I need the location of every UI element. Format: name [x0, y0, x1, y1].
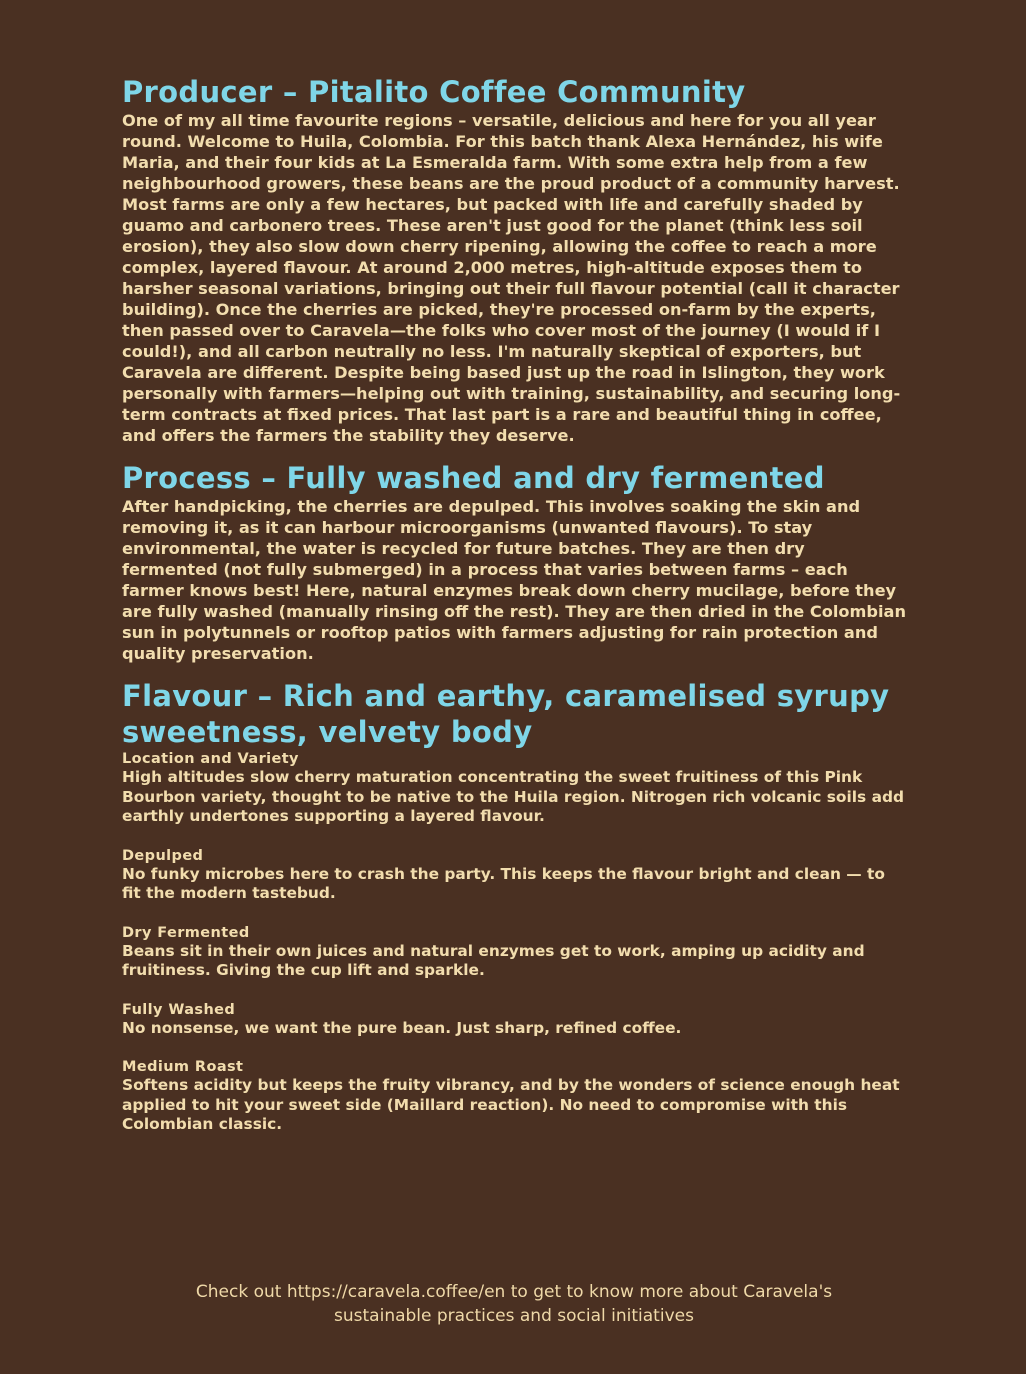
producer-heading: Producer – Pitalito Coffee Community — [122, 75, 746, 109]
flavour-heading: Flavour – Rich and earthy, caramelised syrupy sweetness, velvety body — [122, 679, 890, 749]
flavour-item-text: High altitudes slow cherry maturation concentrating the sweet fruitiness of this Pink Bourbon variety, thought to be native to the Huila region. Nitrogen rich volcanic soils add earthly undertones supporting a layered flavour. — [122, 768, 904, 825]
flavour-item-title: Fully Washed — [122, 1001, 236, 1018]
flavour-item-medium-roast — [122, 1058, 906, 1135]
flavour-item-title: Location and Variety — [122, 751, 299, 767]
producer-body: One of my all time favourite regions – versatile, delicious and here for you all year round. Welcome to Huila, Colombia. For this batch thank Alexa Hernández, his wife Maria, and their four kids at La Esmeralda farm. With some extra help from a few neighbourhood growers, these beans are the proud product of a community harvest. Most farms are only a few hectares, but packed with life and carefully shaded by guamo and carbonero trees. These aren't just good for the planet (think less soil erosion), they also slow down cherry ripening, allowing the coffee to reach a more complex, layered flavour. At around 2,000 metres, high-altitude exposes them to harsher seasonal variations, bringing out their full flavour potential (call it character building). Once the cherries are picked, they're processed on-farm by the experts, then passed over to Caravela—the folks who cover most of the journey (I would if I could!), and all carbon neutrally no less. I'm naturally skeptical of exporters, but Caravela are different. Despite being based just up the road in Islington, they work personally with farmers—helping out with training, sustainability, and securing long-term contracts at fixed prices. That last part is a rare and beautiful thing in coffee, and offers the farmers the stability they deserve. — [122, 111, 901, 445]
flavour-item-title: Dry Fermented — [122, 924, 250, 941]
footer-line-1: Check out https://caravela.coffee/en to get to know more about Caravela's — [195, 1282, 833, 1302]
flavour-item-dry-fermented — [122, 924, 906, 981]
flavour-section — [122, 678, 906, 1135]
flavour-item-depulped — [122, 847, 906, 904]
footer-line-2: sustainable practices and social initiatives — [334, 1306, 694, 1326]
flavour-item-location — [122, 750, 906, 827]
footer-note — [122, 1280, 906, 1328]
flavour-item-text: Beans sit in their own juices and natural enzymes get to work, amping up acidity and fruitiness. Giving the cup lift and sparkle. — [122, 941, 865, 979]
flavour-item-fully-washed — [122, 1001, 906, 1039]
flavour-item-text: Softens acidity but keeps the fruity vibrancy, and by the wonders of science enough heat applied to hit your sweet side (Maillard reaction). No need to compromise with this Colombian classic. — [122, 1076, 900, 1133]
flavour-item-text: No funky microbes here to crash the party. This keeps the flavour bright and clean — to fit the modern tastebud. — [122, 864, 885, 902]
flavour-item-title: Depulped — [122, 847, 204, 864]
flavour-item-title: Medium Roast — [122, 1059, 244, 1075]
process-body: After handpicking, the cherries are depulped. This involves soaking the skin and removing it, as it can harbour microorganisms (unwanted flavours). To stay environmental, the water is recycled for future batches. They are then dry fermented (not fully submerged) in a process that varies between farms – each farmer knows best! Here, natural enzymes break down cherry mucilage, before they are fully washed (manually rinsing off the rest). They are then dried in the Colombian sun in polytunnels or rooftop patios with farmers adjusting for rain protection and quality preservation. — [122, 497, 906, 663]
flavour-item-text: No nonsense, we want the pure bean. Just sharp, refined coffee. — [122, 1018, 682, 1037]
process-heading: Process – Fully washed and dry fermented — [122, 461, 825, 495]
process-section — [122, 460, 906, 664]
producer-section — [122, 74, 906, 446]
